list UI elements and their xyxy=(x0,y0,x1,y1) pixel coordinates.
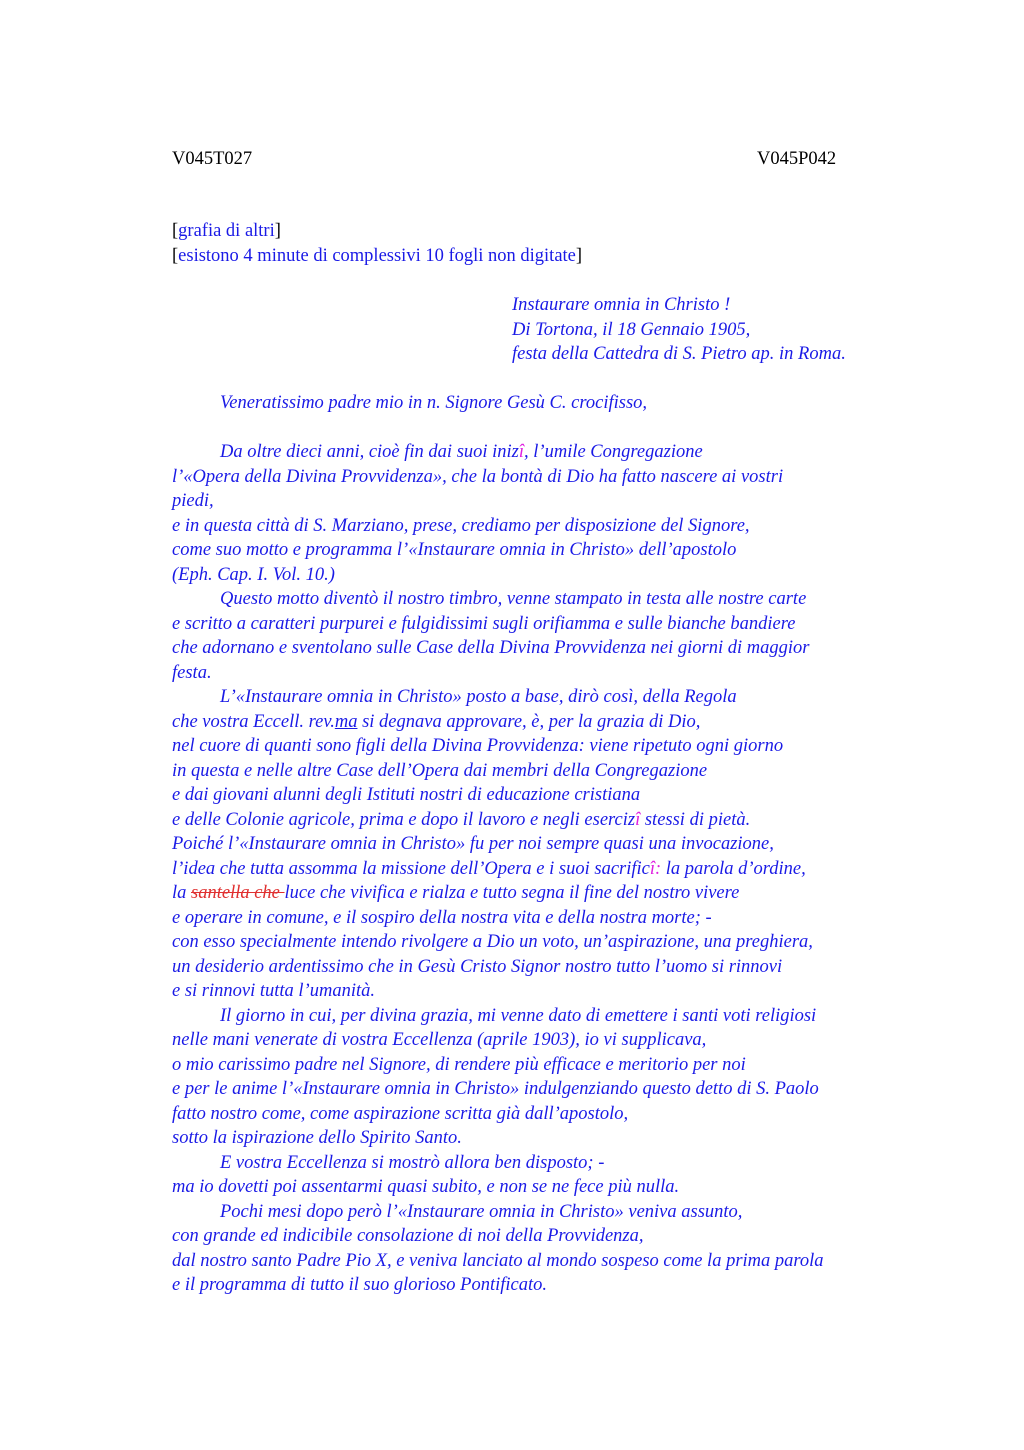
note-text: grafia di altri xyxy=(178,221,275,241)
letter-body xyxy=(172,391,932,1298)
text-line: e per le anime l’«Instaurare omnia in Christo» indulgenziando questo detto di S. Paolo xyxy=(172,1079,819,1099)
deleted-text: santella che xyxy=(191,883,285,903)
editorial-note: [grafia di altri] xyxy=(172,221,281,241)
text-line: e delle Colonie agricole, prima e dopo il lavoro e negli esercizî stessi di pietà. xyxy=(172,809,751,830)
text-line: nel cuore di quanti sono figli della Divina Provvidenza: viene ripetuto ogni giorno xyxy=(172,736,784,756)
heading-motto: Instaurare omnia in Christo ! xyxy=(512,295,731,315)
accent-mark: î: xyxy=(649,858,662,879)
text-line: (Eph. Cap. I. Vol. 10.) xyxy=(172,564,335,585)
text-line: con grande ed indicibile consolazione di noi della Provvidenza, xyxy=(172,1226,644,1246)
text-line: Pochi mesi dopo però l’«Instaurare omnia in Christo» veniva assunto, xyxy=(220,1201,743,1222)
blank-line xyxy=(172,416,932,441)
text-line: che vostra Eccell. rev.ma si degnava approvare, è, per la grazia di Dio, xyxy=(172,711,701,732)
text-line: ma io dovetti poi assentarmi quasi subito, e non se ne fece più nulla. xyxy=(172,1177,680,1197)
text-line: Il giorno in cui, per divina grazia, mi venne dato di emettere i santi voti religiosi xyxy=(220,1005,817,1026)
accent-mark: î xyxy=(518,442,525,462)
text-line: l’idea che tutta assomma la missione dell’Opera e i suoi sacrificî: la parola d’ordine, xyxy=(172,858,806,879)
text-line: con esso specialmente intendo rivolgere a Dio un voto, un’aspirazione, una preghiera, xyxy=(172,932,813,952)
document-code-left: V045T027 xyxy=(172,149,253,169)
letter-heading xyxy=(512,293,846,367)
text-line: e si rinnovi tutta l’umanità. xyxy=(172,981,375,1001)
text-line: sotto la ispirazione dello Spirito Santo. xyxy=(172,1128,462,1148)
text-line: dal nostro santo Padre Pio X, e veniva lanciato al mondo sospeso come la prima parola xyxy=(172,1250,824,1271)
editorial-note: [esistono 4 minute di complessivi 10 fogli non digitate] xyxy=(172,245,583,266)
document-code-right: V045P042 xyxy=(757,149,837,169)
heading-place-date: Di Tortona, il 18 Gennaio 1905, xyxy=(512,319,751,340)
salutation: Veneratissimo padre mio in n. Signore Gesù C. crocifisso, xyxy=(220,393,648,413)
text-line: e scritto a caratteri purpurei e fulgidissimi sugli orifiamma e sulle bianche bandiere xyxy=(172,613,796,634)
text-line: e dai giovani alunni degli Istituti nostri di educazione cristiana xyxy=(172,785,641,805)
text-line: Questo motto diventò il nostro timbro, venne stampato in testa alle nostre carte xyxy=(220,589,807,609)
text-line: e operare in comune, e il sospiro della nostra vita e della nostra morte; - xyxy=(172,907,712,928)
text-line: o mio carissimo padre nel Signore, di rendere più efficace e meritorio per noi xyxy=(172,1054,746,1075)
text-line: Poiché l’«Instaurare omnia in Christo» fu per noi sempre quasi una invocazione, xyxy=(172,834,774,854)
text-line: nelle mani venerate di vostra Eccellenza (aprile 1903), io vi supplicava, xyxy=(172,1030,707,1050)
text-line: e il programma di tutto il suo glorioso Pontificato. xyxy=(172,1275,547,1295)
text-line: che adornano e sventolano sulle Case della Divina Provvidenza nei giorni di maggior xyxy=(172,638,810,658)
heading-feast: festa della Cattedra di S. Pietro ap. in Roma. xyxy=(512,344,846,364)
text-line: piedi, xyxy=(172,491,214,511)
text-line: festa. xyxy=(172,662,212,683)
note-text: esistono 4 minute di complessivi 10 fogli non digitate xyxy=(178,245,576,266)
text-line: in questa e nelle altre Case dell’Opera dai membri della Congregazione xyxy=(172,760,708,781)
text-line: e in questa città di S. Marziano, prese, crediamo per disposizione del Signore, xyxy=(172,515,750,536)
text-line: E vostra Eccellenza si mostrò allora ben disposto; - xyxy=(220,1152,605,1173)
editorial-notes xyxy=(172,219,582,268)
text-line: la santella che luce che vivifica e rialza e tutto segna il fine del nostro vivere xyxy=(172,883,740,903)
text-line: un desiderio ardentissimo che in Gesù Cristo Signor nostro tutto l’uomo si rinnovi xyxy=(172,956,783,977)
text-line: fatto nostro come, come aspirazione scritta già dall’apostolo, xyxy=(172,1103,629,1124)
text-line: L’«Instaurare omnia in Christo» posto a base, dirò così, della Regola xyxy=(220,687,737,707)
text-line: l’«Opera della Divina Provvidenza», che la bontà di Dio ha fatto nascere ai vostri xyxy=(172,466,784,487)
accent-mark: î xyxy=(635,809,641,830)
text-line: Da oltre dieci anni, cioè fin dai suoi inizî, l’umile Congregazione xyxy=(220,442,703,462)
text-line: come suo motto e programma l’«Instaurare omnia in Christo» dell’apostolo xyxy=(172,540,737,560)
underlined-abbreviation: ma xyxy=(334,711,358,732)
